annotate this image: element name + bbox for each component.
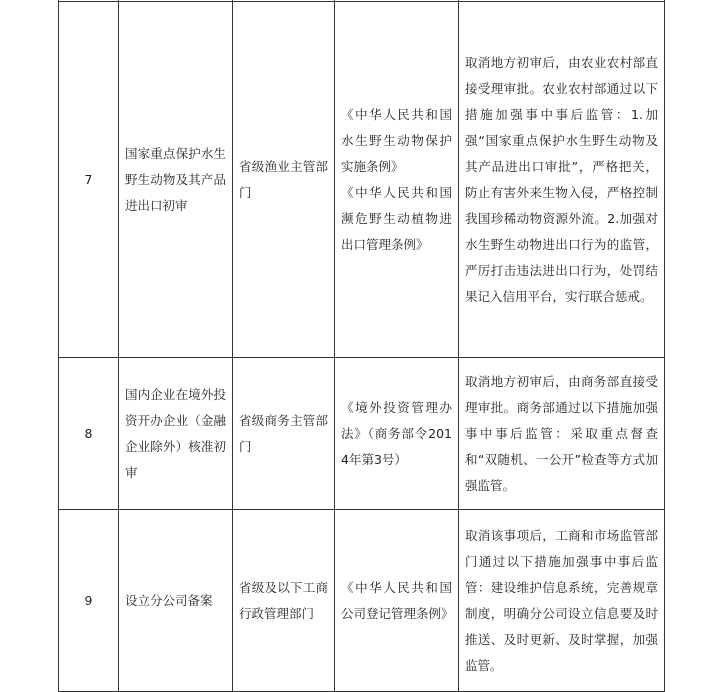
- implementing-department: 省级及以下工商行政管理部门: [233, 510, 335, 692]
- table-row: [59, 2, 665, 358]
- legal-basis: [335, 510, 459, 692]
- supervision-measures: 取消该事项后，工商和市场监管部门通过以下措施加强事中事后监管：建设维护信息系统，完善规章制度，明确分公司设立信息要及时推送、及时更新、及时掌握，加强监管。: [459, 510, 665, 692]
- row-number: 9: [59, 510, 119, 692]
- supervision-measures: 取消地方初审后，由商务部直接受理审批。商务部通过以下措施加强事中事后监管：采取重点督查和“双随机、一公开”检查等方式加强监管。: [459, 358, 665, 510]
- item-name: 设立分公司备案: [119, 510, 233, 692]
- legal-basis-line: 《中华人民共和国水生野生动物保护实施条例》: [341, 106, 452, 174]
- implementing-department: 省级商务主管部门: [233, 358, 335, 510]
- table-row: [59, 510, 665, 692]
- legal-basis: [335, 358, 459, 510]
- legal-basis: [335, 2, 459, 358]
- legal-basis-line: 《中华人民共和国濒危野生动植物进出口管理条例》: [341, 184, 452, 252]
- implementing-department: 省级渔业主管部门: [233, 2, 335, 358]
- legal-basis-line: 《中华人民共和国公司登记管理条例》: [341, 579, 454, 621]
- legal-basis-line: 《境外投资管理办法》（商务部令2014年第3号）: [341, 399, 452, 467]
- row-number: 7: [59, 2, 119, 358]
- supervision-measures: 取消地方初审后，由农业农村部直接受理审批。农业农村部通过以下措施加强事中事后监管：1.加强“国家重点保护水生野生动物及其产品进出口审批”，严格把关，防止有害外来生物入侵，严格控制我国珍稀动物资源外流。2.加强对水生野生动物进出口行为的监管，严厉打击违法进出口行为，处罚结果记入信用平台，实行联合惩戒。: [459, 2, 665, 358]
- table-row: [59, 358, 665, 510]
- row-number: 8: [59, 358, 119, 510]
- policy-table: [58, 0, 665, 692]
- item-name: 国内企业在境外投资开办企业（金融企业除外）核准初审: [119, 358, 233, 510]
- item-name: 国家重点保护水生野生动物及其产品进出口初审: [119, 2, 233, 358]
